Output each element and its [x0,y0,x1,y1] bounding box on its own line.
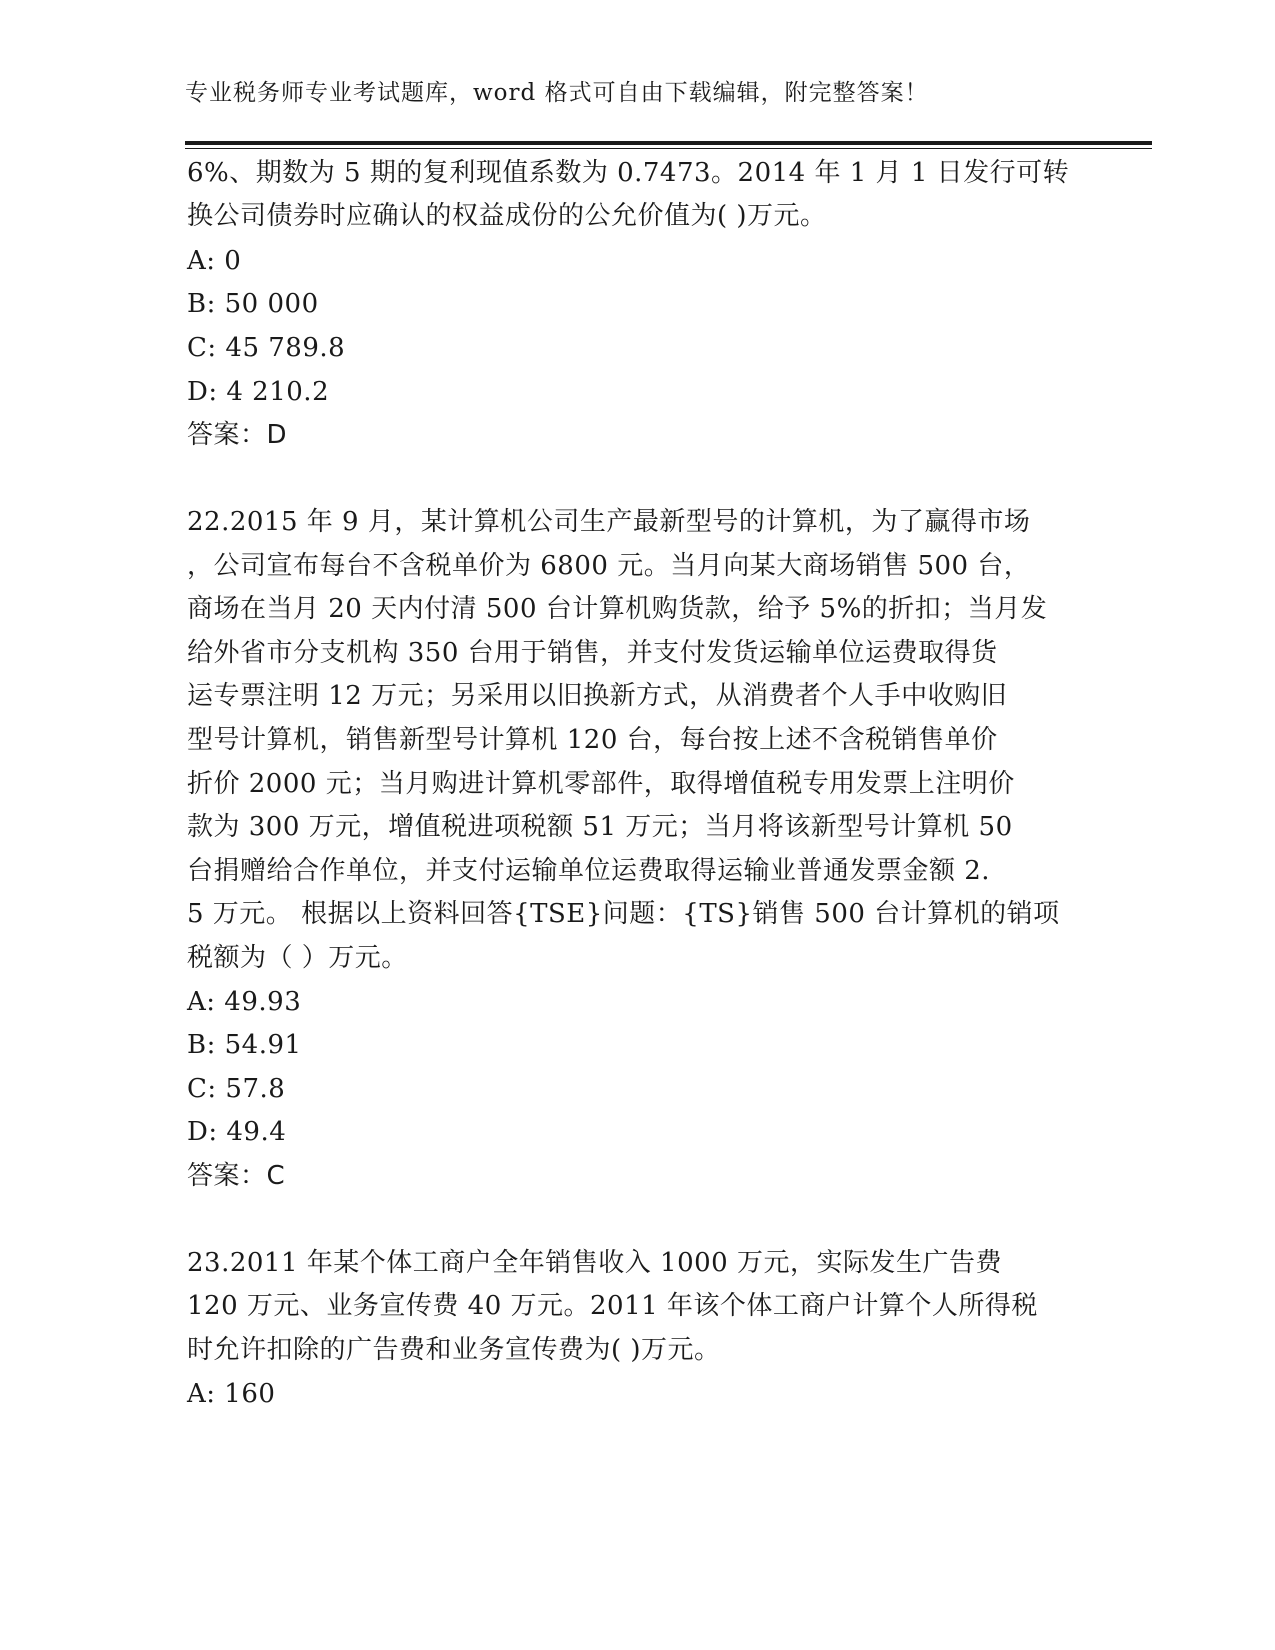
option-d: D: 49.4 [187,1117,287,1147]
question-stem-line: 22.2015 年 9 月，某计算机公司生产最新型号的计算机，为了赢得市场 [187,507,1031,537]
option-c: C: 45 789.8 [187,333,346,363]
option-b: B: 50 000 [187,289,319,319]
answer-label: 答案：C [187,1161,286,1191]
option-a: A: 49.93 [187,987,302,1017]
question-stem-line: 税额为（ ）万元。 [187,943,408,973]
question-stem-line: 换公司债券时应确认的权益成份的公允价值为( )万元。 [187,201,827,231]
answer-label: 答案：D [187,420,288,450]
question-stem-line: 运专票注明 12 万元；另采用以旧换新方式，从消费者个人手中收购旧 [187,681,1008,711]
option-c: C: 57.8 [187,1074,286,1104]
header-rule-thin [185,148,1152,149]
option-a: A: 160 [187,1379,276,1409]
question-stem-line: ，公司宣布每台不含税单价为 6800 元。当月向某大商场销售 500 台， [187,551,1031,581]
question-stem-line: 商场在当月 20 天内付清 500 台计算机购货款，给予 5%的折扣；当月发 [187,594,1048,624]
option-d: D: 4 210.2 [187,377,330,407]
question-stem-line: 120 万元、业务宣传费 40 万元。2011 年该个体工商户计算个人所得税 [187,1291,1038,1321]
question-stem-line: 时允许扣除的广告费和业务宣传费为( )万元。 [187,1335,721,1365]
header-rule [185,141,1152,145]
question-stem-line: 折价 2000 元；当月购进计算机零部件，取得增值税专用发票上注明价 [187,769,1015,799]
header-text: 专业税务师专业考试题库，word 格式可自由下载编辑，附完整答案！ [185,80,929,106]
question-stem-line: 台捐赠给合作单位，并支付运输单位运费取得运输业普通发票金额 2. [187,856,991,886]
question-stem-line: 5 万元。 根据以上资料回答{TSE}问题：{TS}销售 500 台计算机的销项 [187,899,1060,929]
question-stem-line: 型号计算机，销售新型号计算机 120 台，每台按上述不含税销售单价 [187,725,998,755]
question-stem-line: 23.2011 年某个体工商户全年销售收入 1000 万元，实际发生广告费 [187,1248,1002,1278]
option-a: A: 0 [187,246,242,276]
option-b: B: 54.91 [187,1030,302,1060]
question-stem-line: 6%、期数为 5 期的复利现值系数为 0.7473。2014 年 1 月 1 日发行可转 [187,158,1070,188]
question-stem-line: 给外省市分支机构 350 台用于销售，并支付发货运输单位运费取得货 [187,638,998,668]
question-stem-line: 款为 300 万元，增值税进项税额 51 万元；当月将该新型号计算机 50 [187,812,1013,842]
